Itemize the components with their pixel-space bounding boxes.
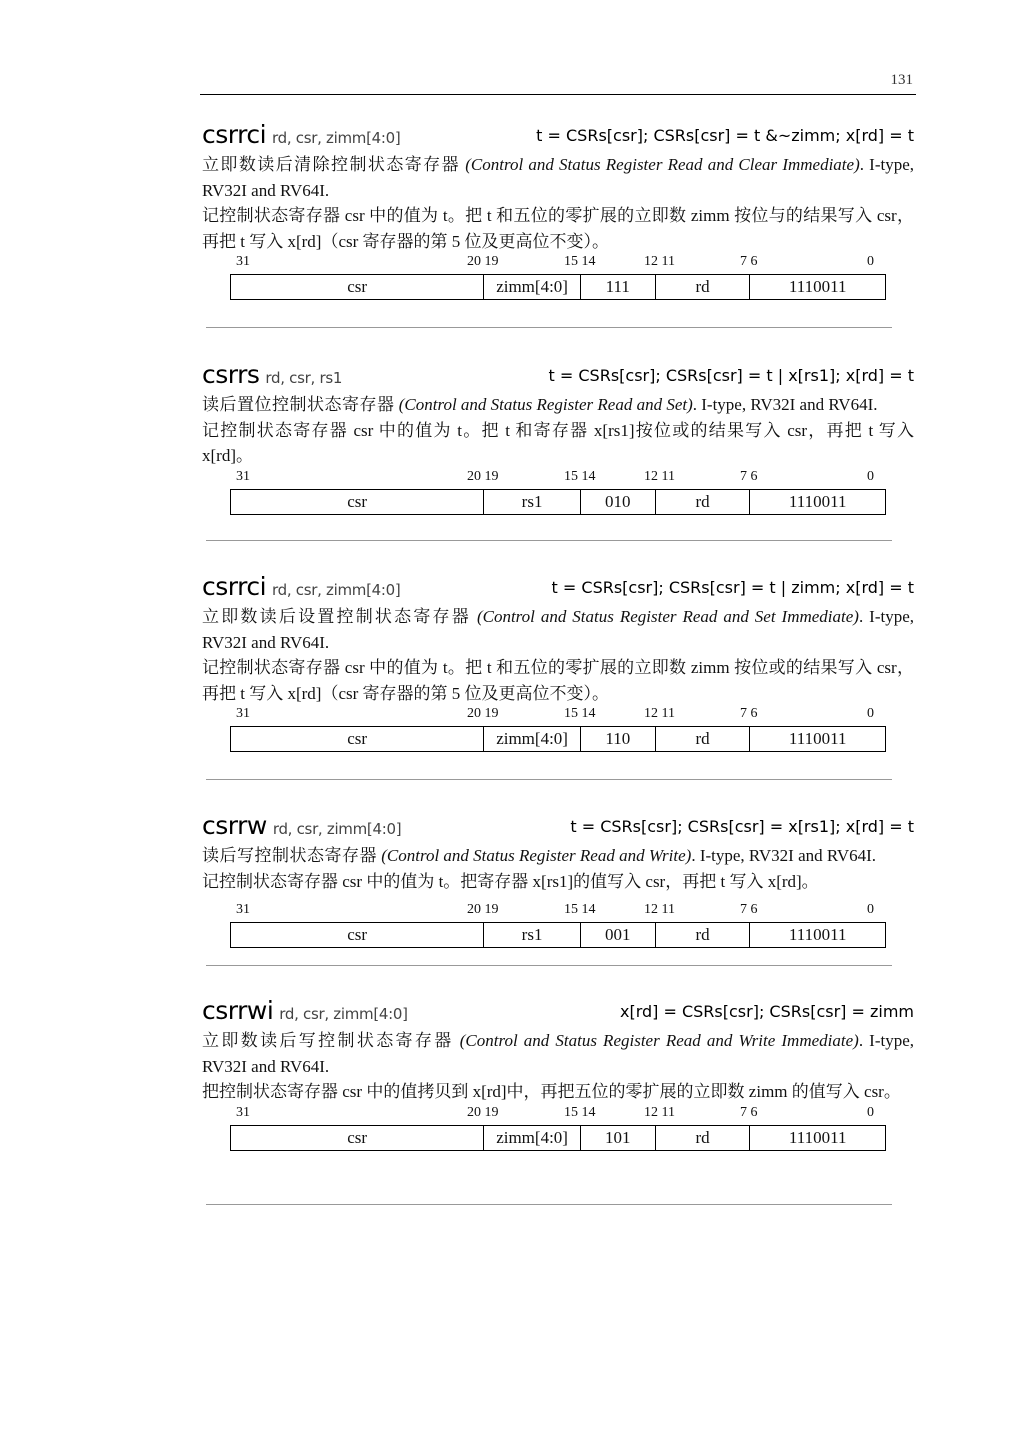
instruction-entry-csrrci-clear: [202, 120, 914, 300]
field-source: zimm[4:0]: [484, 727, 581, 751]
bit-positions: 31 20 19 15 14 12 11 7 6 0: [236, 1104, 874, 1120]
field-rd: rd: [656, 923, 751, 947]
instruction-summary: 读后置位控制状态寄存器 (Control and Status Register Read and Set). I-type, RV32I and RV64I.: [202, 395, 878, 414]
encoding-fields: [230, 726, 886, 752]
instruction-semantics: t = CSRs[csr]; CSRs[csr] = x[rs1]; x[rd] = t: [570, 817, 914, 836]
instruction-description: 记控制状态寄存器 csr 中的值为 t。把 t 和五位的零扩展的立即数 zimm 按位与的结果写入 csr，再把 t 写入 x[rd]（csr 寄存器的第 5 位及更高位不变）。: [202, 206, 914, 251]
instruction-header: [202, 996, 914, 1028]
field-funct3: 110: [581, 727, 656, 751]
instruction-mnemonic: csrrw: [202, 811, 267, 840]
section-divider: [206, 1204, 892, 1205]
field-source: rs1: [484, 490, 581, 514]
field-csr: csr: [231, 275, 484, 299]
section-divider: [206, 965, 892, 966]
page-number: 131: [890, 72, 913, 88]
field-opcode: 1110011: [788, 491, 847, 511]
field-rd: rd: [656, 490, 751, 514]
section-divider: [206, 779, 892, 780]
field-csr: csr: [231, 1126, 484, 1150]
instruction-mnemonic: csrrci: [202, 120, 267, 149]
section-divider: [206, 327, 892, 328]
field-rd: rd: [656, 1126, 751, 1150]
instruction-operands: rd, csr, zimm[4:0]: [272, 820, 402, 838]
instruction-mnemonic: csrrci: [202, 572, 267, 601]
instruction-header: [202, 811, 914, 843]
instruction-semantics: t = CSRs[csr]; CSRs[csr] = t | x[rs1]; x[rd] = t: [548, 366, 914, 385]
encoding-diagram: [230, 254, 886, 300]
instruction-entry-csrrw: [202, 811, 914, 948]
instruction-operands: rd, csr, zimm[4:0]: [272, 581, 401, 599]
instruction-semantics: t = CSRs[csr]; CSRs[csr] = t &~zimm; x[rd] = t: [536, 126, 914, 145]
instruction-entry-csrrci-set: [202, 572, 914, 752]
field-funct3: 101: [581, 1126, 656, 1150]
encoding-fields: [230, 274, 886, 300]
bit-positions: 31 20 19 15 14 12 11 7 6 0: [236, 254, 874, 269]
instruction-header: [202, 572, 914, 604]
encoding-fields: [230, 922, 886, 948]
field-csr: csr: [231, 490, 484, 514]
bit-positions: 31 20 19 15 14 12 11 7 6 0: [236, 706, 874, 721]
section-divider: [206, 540, 892, 541]
instruction-operands: rd, csr, zimm[4:0]: [279, 1005, 408, 1023]
field-csr: csr: [231, 923, 484, 947]
bit-positions: 31 20 19 15 14 12 11 7 6 0: [236, 902, 874, 917]
field-source: zimm[4:0]: [484, 275, 581, 299]
field-rd: rd: [656, 275, 751, 299]
instruction-entry-csrrs: [202, 360, 914, 515]
instruction-summary: 立即数读后清除控制状态寄存器 (Control and Status Register Read and Clear Immediate). I-type, RV32I and RV64I.: [202, 155, 915, 200]
instruction-summary: 立即数读后设置控制状态寄存器 (Control and Status Register Read and Set Immediate). I-type, RV32I and RV64I.: [202, 607, 915, 652]
field-funct3: 111: [581, 275, 656, 299]
field-funct3: 001: [581, 923, 656, 947]
instruction-semantics: x[rd] = CSRs[csr]; CSRs[csr] = zimm: [619, 1002, 914, 1021]
instruction-mnemonic: csrrwi: [202, 996, 274, 1025]
instruction-description: 把控制状态寄存器 csr 中的值拷贝到 x[rd]中，再把五位的零扩展的立即数 zimm 的值写入 csr。: [202, 1082, 901, 1101]
encoding-fields: [230, 489, 886, 515]
instruction-description: 记控制状态寄存器 csr 中的值为 t。把 t 和寄存器 x[rs1]按位或的结果写入 csr，再把 t 写入 x[rd]。: [202, 420, 914, 465]
encoding-diagram: [230, 706, 886, 752]
instruction-description: 记控制状态寄存器 csr 中的值为 t。把 t 和五位的零扩展的立即数 zimm 按位或的结果写入 csr，再把 t 写入 x[rd]（csr 寄存器的第 5 位及更高位不变）。: [202, 658, 914, 703]
instruction-description: 记控制状态寄存器 csr 中的值为 t。把寄存器 x[rs1]的值写入 csr，再把 t 写入 x[rd]。: [202, 871, 819, 891]
encoding-diagram: [230, 1105, 886, 1151]
field-opcode: 1110011: [788, 1127, 847, 1147]
instruction-semantics: t = CSRs[csr]; CSRs[csr] = t | zimm; x[rd] = t: [551, 578, 914, 597]
encoding-diagram: [230, 902, 886, 948]
instruction-entry-csrrwi: [202, 996, 914, 1151]
instruction-operands: rd, csr, rs1: [265, 369, 343, 387]
field-opcode: 1110011: [788, 729, 847, 748]
header-rule: [200, 94, 916, 95]
field-source: zimm[4:0]: [484, 1126, 581, 1150]
instruction-header: [202, 120, 914, 152]
field-opcode: 1110011: [788, 925, 847, 944]
instruction-mnemonic: csrrs: [202, 360, 260, 389]
instruction-header: [202, 360, 914, 392]
encoding-fields: [230, 1125, 886, 1151]
field-csr: csr: [231, 727, 484, 751]
instruction-summary: 立即数读后写控制状态寄存器 (Control and Status Register Read and Write Immediate). I-type, RV32I and RV64I.: [202, 1031, 915, 1076]
field-source: rs1: [484, 923, 581, 947]
bit-positions: 31 20 19 15 14 12 11 7 6 0: [236, 468, 874, 484]
field-funct3: 010: [581, 490, 656, 514]
field-rd: rd: [656, 727, 751, 751]
field-opcode: 1110011: [788, 277, 847, 296]
encoding-diagram: [230, 469, 886, 515]
instruction-summary: 读后写控制状态寄存器 (Control and Status Register Read and Write). I-type, RV32I and RV64I.: [202, 846, 877, 865]
instruction-operands: rd, csr, zimm[4:0]: [272, 129, 401, 147]
